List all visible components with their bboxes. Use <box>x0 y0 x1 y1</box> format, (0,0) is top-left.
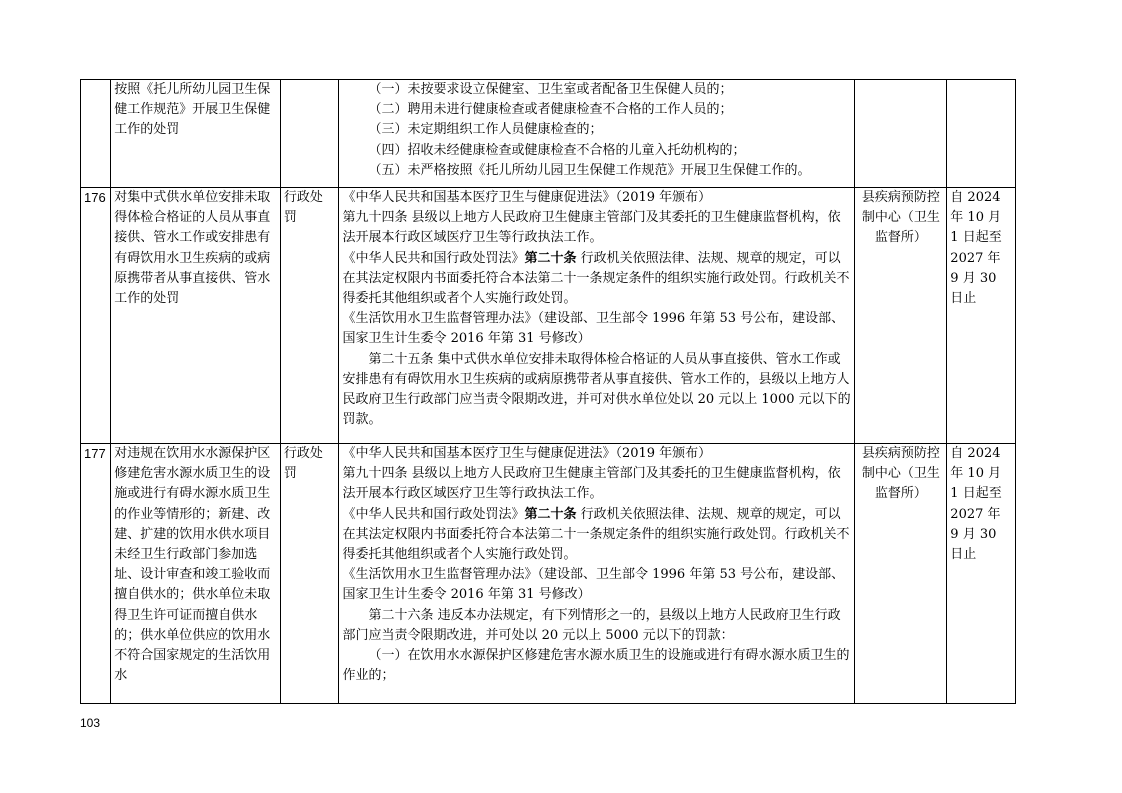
law-article: 第九十四条 县级以上地方人民政府卫生健康主管部门及其委托的卫生健康监督机构，依法开展本行政区域医疗卫生等行政执法工作。 <box>342 210 841 246</box>
article-number: 第二十条 <box>524 250 577 266</box>
row-number: 177 <box>81 444 111 704</box>
enforcement-table <box>80 79 1016 704</box>
item-category: 行政处罚 <box>280 444 339 704</box>
law-article: 第二十五条 集中式供水单位安排未取得体检合格证的人员从事直接供、管水工作或安排患有有碍饮用水卫生疾病的或病原携带者从事直接供、管水工作的，县级以上地方人民政府卫生行政部门应当责令限期改进，并可对供水单位处以 20 元以上 1000 元以下的罚款。 <box>342 351 851 428</box>
enforcement-subject <box>855 80 947 188</box>
row-number: 176 <box>81 188 111 444</box>
item-name: 按照《托儿所幼儿园卫生保健工作规范》开展卫生保健工作的处罚 <box>111 80 281 188</box>
enforcement-subject: 县疾病预防控制中心（卫生监督所） <box>855 444 947 704</box>
enforcement-subject: 县疾病预防控制中心（卫生监督所） <box>855 188 947 444</box>
article-text: 行政机关依照法律、法规、规章的规定，可以在其法定权限内书面委托符合本法第二十一条规定条件的组织实施行政处罚。行政机关不得委托其他组织或者个人实施行政处罚。 <box>342 250 850 307</box>
law-article: 第二十六条 违反本办法规定，有下列情形之一的，县级以上地方人民政府卫生行政部门应当责令限期改进，并可处以 20 元以上 5000 元以下的罚款： <box>342 607 841 643</box>
validity-period: 自 2024 年 10 月 1 日起至 2027 年 9 月 30 日止 <box>947 444 1016 704</box>
legal-basis <box>339 80 855 188</box>
item-name: 对违规在饮用水水源保护区修建危害水源水质卫生的设施或进行有碍水源水质卫生的作业等情形的；新建、改建、扩建的饮用水供水项目未经卫生行政部门参加选址、设计审查和竣工验收而擅自供水的；供水单位未取得卫生许可证而擅自供水的；供水单位供应的饮用水不符合国家规定的生活饮用水 <box>111 444 281 704</box>
law-article <box>342 505 851 566</box>
table-row <box>81 188 1016 444</box>
table-row <box>81 444 1016 704</box>
basis-clause: （三）未定期组织工作人员健康检查的； <box>368 122 603 138</box>
law-article-item: （一）在饮用水水源保护区修建危害水源水质卫生的设施或进行有碍水源水质卫生的作业的； <box>342 648 850 684</box>
item-name: 对集中式供水单位安排未取得体检合格证的人员从事直接供、管水工作或安排患有有碍饮用水卫生疾病的或病原携带者从事直接供、管水工作的处罚 <box>111 188 281 444</box>
row-number <box>81 80 111 188</box>
legal-basis <box>339 444 855 704</box>
article-text: 行政机关依照法律、法规、规章的规定，可以在其法定权限内书面委托符合本法第二十一条规定条件的组织实施行政处罚。行政机关不得委托其他组织或者个人实施行政处罚。 <box>342 506 850 563</box>
page-number: 103 <box>80 716 101 730</box>
law-title: 《中华人民共和国基本医疗卫生与健康促进法》（2019 年颁布） <box>342 446 712 461</box>
law-article: 第九十四条 县级以上地方人民政府卫生健康主管部门及其委托的卫生健康监督机构，依法开展本行政区域医疗卫生等行政执法工作。 <box>342 466 841 502</box>
article-number: 第二十条 <box>524 506 577 522</box>
law-title: 《生活饮用水卫生监督管理办法》（建设部、卫生部令 1996 年第 53 号公布，建设部、国家卫生计生委令 2016 年第 31 号修改） <box>342 311 845 347</box>
law-article <box>342 249 851 310</box>
basis-clause: （五）未严格按照《托儿所幼儿园卫生保健工作规范》开展卫生保健工作的。 <box>368 162 811 178</box>
law-title: 《生活饮用水卫生监督管理办法》（建设部、卫生部令 1996 年第 53 号公布，建设部、国家卫生计生委令 2016 年第 31 号修改） <box>342 567 845 603</box>
validity-period <box>947 80 1016 188</box>
legal-basis <box>339 188 855 444</box>
item-category <box>280 80 339 188</box>
item-category: 行政处罚 <box>280 188 339 444</box>
basis-clause: （四）招收未经健康检查或健康检查不合格的儿童入托幼机构的； <box>368 142 746 158</box>
basis-clause: （二）聘用未进行健康检查或者健康检查不合格的工作人员的； <box>368 102 733 118</box>
law-title: 《中华人民共和国基本医疗卫生与健康促进法》（2019 年颁布） <box>342 190 712 205</box>
law-title: 《中华人民共和国行政处罚法》 <box>342 250 525 266</box>
validity-period: 自 2024 年 10 月 1 日起至 2027 年 9 月 30 日止 <box>947 188 1016 444</box>
law-title: 《中华人民共和国行政处罚法》 <box>342 506 525 522</box>
table-row <box>81 80 1016 188</box>
basis-clause: （一）未按要求设立保健室、卫生室或者配备卫生保健人员的； <box>368 82 733 97</box>
